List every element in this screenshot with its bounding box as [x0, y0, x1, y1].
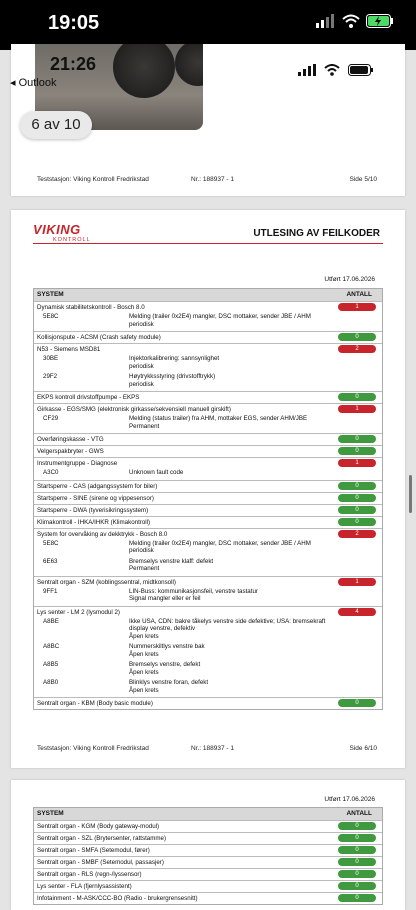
table-row	[34, 892, 382, 904]
fault-description: periodisk	[129, 547, 154, 554]
table-row	[34, 844, 382, 856]
gauge-icon	[113, 44, 175, 98]
table-row	[34, 331, 382, 343]
system-name: Startsperre - DWA (tyverisikringssystem)	[37, 506, 149, 514]
fault-code: 9FF1	[43, 587, 58, 595]
system-name: N53 - Siemens MSD81	[37, 346, 101, 353]
status-time: 19:05	[48, 12, 100, 34]
wifi-icon	[342, 14, 360, 28]
system-name: Sentralt organ - KGM (Body gateway-modul)	[37, 823, 160, 830]
fault-description: periodisk	[129, 362, 154, 370]
system-name: Instrumentgruppe - Diagnose	[37, 460, 118, 467]
fault-description: LIN-Buss: kommunikasjonsfeil, venstre tastatur	[129, 587, 258, 595]
count-badge: 0	[338, 882, 376, 890]
system-name: Dynamisk stabilitetskontroll - Bosch 8.0	[37, 304, 145, 311]
scrollbar[interactable]	[409, 475, 412, 513]
fault-description: periodisk	[129, 320, 154, 328]
signal-icon	[316, 14, 336, 28]
system-name: Startsperre - SINE (sirene og vippesensor)	[37, 494, 154, 502]
fault-description: Melding (status trailer) fra AHM, mottaker EGS, sender AHM/JBE	[129, 415, 308, 422]
fault-description: display venstre, defektiv	[129, 625, 196, 632]
performed-date: Utført 17.06.2026	[324, 796, 375, 803]
system-name: System for overvåking av dekktrykk - Bosch 8.0	[37, 530, 168, 538]
gauge-icon	[175, 44, 203, 86]
table-row	[34, 820, 382, 832]
system-name: Velgerspakbryter - GWS	[37, 448, 104, 455]
logo-subtext: KONTROLL	[53, 237, 91, 243]
fault-code: 30BE	[43, 355, 59, 362]
fault-description: Åpen krets	[129, 650, 159, 658]
footer-page: Side 5/10	[349, 176, 377, 183]
count-badge: 2	[338, 345, 376, 353]
logo-text: VIKING	[33, 222, 81, 237]
fault-description: Åpen krets	[129, 632, 159, 640]
system-name: Sentralt organ - SMBF (Setemodul, passasjer)	[37, 859, 164, 866]
count-badge: 1	[338, 303, 376, 311]
system-name: Kollisjonspute - ACSM (Crash safety module)	[37, 334, 161, 341]
header-antall: ANTALL	[346, 291, 372, 298]
table-row	[34, 697, 382, 709]
fault-description: Melding (trailer 0x2E4) mangler, DSC mottaker, sender JBE / AHM	[129, 313, 311, 320]
system-name: Sentralt organ - KBM (Body basic module)	[37, 700, 153, 707]
count-badge: 0	[338, 834, 376, 842]
system-name: Sentralt organ - SZM (koblingssentral, midtkonsoll)	[37, 578, 176, 586]
document-title: UTLESING AV FEILKODER	[253, 228, 380, 239]
fault-code: A3C0	[43, 469, 59, 476]
table-header	[34, 808, 382, 820]
count-badge: 0	[338, 846, 376, 854]
fault-description: Åpen krets	[129, 668, 159, 676]
count-badge: 0	[338, 699, 376, 707]
table-row	[34, 480, 382, 492]
system-name: Overføringskasse - VTG	[37, 436, 104, 443]
table-row	[34, 301, 382, 331]
table-row	[34, 516, 382, 528]
header-system: SYSTEM	[37, 291, 64, 298]
table-row	[34, 343, 382, 391]
count-badge: 0	[338, 822, 376, 830]
system-name: Lys senter - FLA (fjernlysassistent)	[37, 883, 132, 890]
fault-description: Ikke USA, CDN: bakre tåkelys venstre side defektive; USA: bremsekraft	[129, 617, 326, 625]
system-name: Sentralt organ - SZL (Brytersenter, rattstamme)	[37, 835, 167, 842]
footer-station: Teststasjon: Viking Kontroll Fredrikstad	[37, 745, 149, 752]
status-icons	[316, 14, 394, 28]
count-badge: 0	[338, 858, 376, 866]
system-name: Sentralt organ - RLS (regn-/lyssensor)	[37, 871, 142, 878]
header-antall: ANTALL	[346, 810, 372, 817]
fault-code: A8B0	[43, 679, 59, 686]
page-indicator: 6 av 10	[20, 111, 92, 139]
fault-code: A8BC	[43, 643, 60, 650]
system-name: Girkasse - EGS/SMG (elektronisk girkasse/sekvensiell manuell girskift)	[37, 406, 231, 413]
wifi-icon	[324, 64, 340, 76]
signal-icon	[298, 64, 316, 76]
count-badge: 0	[338, 393, 376, 401]
pdf-page-6	[11, 210, 405, 768]
fault-code: 6E63	[43, 557, 58, 565]
fault-description: Nummerskiltlys venstre bak	[129, 643, 205, 650]
battery-icon	[348, 64, 374, 76]
fault-code: 29F2	[43, 373, 58, 380]
fault-code-table	[33, 288, 383, 710]
system-name: EKPS kontroll drivstoffpumpe - EKPS	[37, 394, 140, 401]
system-name: Startsperre - CAS (adgangssystem for biler)	[37, 482, 158, 490]
count-badge: 0	[338, 506, 376, 514]
performed-date: Utført 17.06.2026	[324, 276, 375, 283]
status-bar	[0, 0, 416, 50]
count-badge: 0	[338, 333, 376, 341]
count-badge: 2	[338, 530, 376, 538]
table-row	[34, 504, 382, 516]
count-badge: 0	[338, 482, 376, 490]
count-badge: 1	[338, 459, 376, 467]
header-system: SYSTEM	[37, 810, 64, 817]
system-name: Sentralt organ - SMFA (Setemodul, fører)	[37, 847, 150, 854]
fault-description: periodisk	[129, 380, 154, 388]
fault-description: Injektorkalibrering: sannsynlighet	[129, 355, 220, 362]
viking-logo	[33, 222, 91, 243]
count-badge: 0	[338, 435, 376, 443]
table-row	[34, 576, 382, 606]
table-row	[34, 433, 382, 445]
count-badge: 0	[338, 870, 376, 878]
fault-description: Permanent	[129, 422, 160, 430]
table-row	[34, 606, 382, 698]
battery-charging-icon	[366, 14, 394, 28]
table-row	[34, 528, 382, 576]
embedded-status-icons	[298, 64, 374, 76]
table-row	[34, 391, 382, 403]
back-to-outlook-link[interactable]: ◂ Outlook	[10, 77, 57, 89]
fault-description: Bremselys venstre, defekt	[129, 661, 201, 668]
footer-station: Teststasjon: Viking Kontroll Fredrikstad	[37, 176, 149, 183]
table-row	[34, 868, 382, 880]
fault-description: Høytrykksstyring (drivstofftrykk)	[129, 373, 216, 380]
fault-code: CF29	[43, 415, 59, 422]
table-row	[34, 457, 382, 480]
fault-code-table	[33, 807, 383, 905]
footer-nr: Nr.: 188937 - 1	[191, 745, 234, 752]
count-badge: 1	[338, 405, 376, 413]
fault-code: 5E8C	[43, 313, 59, 320]
fault-description: Bremselys venstre klaff: defekt	[129, 557, 214, 565]
table-row	[34, 403, 382, 433]
fault-description: Åpen krets	[129, 686, 159, 694]
title-divider	[33, 243, 383, 244]
fault-description: Signal mangler eller er feil	[129, 595, 201, 602]
fault-description: Permanent	[129, 565, 160, 572]
table-row	[34, 832, 382, 844]
pdf-page-7	[11, 780, 405, 910]
table-row	[34, 880, 382, 892]
count-badge: 0	[338, 894, 376, 902]
fault-description: Blinklys venstre foran, defekt	[129, 679, 209, 686]
fault-code: A8B5	[43, 661, 59, 668]
table-row	[34, 445, 382, 457]
count-badge: 0	[338, 447, 376, 455]
count-badge: 1	[338, 578, 376, 586]
system-name: Infotainment - M-ASK/CCC-BO (Radio - brukergrensesnitt)	[37, 895, 198, 902]
fault-description: Melding (trailer 0x2E4) mangler, DSC mottaker, sender JBE / AHM	[129, 539, 311, 547]
footer-page: Side 6/10	[349, 745, 377, 752]
embedded-status-time: 21:26	[50, 54, 97, 74]
count-badge: 0	[338, 494, 376, 502]
fault-description: Unknown fault code	[129, 469, 184, 476]
footer-nr: Nr.: 188937 - 1	[191, 176, 234, 183]
table-row	[34, 856, 382, 868]
fault-code: A8BE	[43, 617, 59, 625]
system-name: Klimakontroll - IHKA/IHKR (Klimakontroll)	[37, 518, 151, 526]
count-badge: 0	[338, 518, 376, 526]
fault-code: 5E8C	[43, 539, 59, 547]
system-name: Lys senter - LM 2 (lysmodul 2)	[37, 608, 120, 616]
count-badge: 4	[338, 608, 376, 616]
table-row	[34, 492, 382, 504]
table-header	[34, 289, 382, 301]
